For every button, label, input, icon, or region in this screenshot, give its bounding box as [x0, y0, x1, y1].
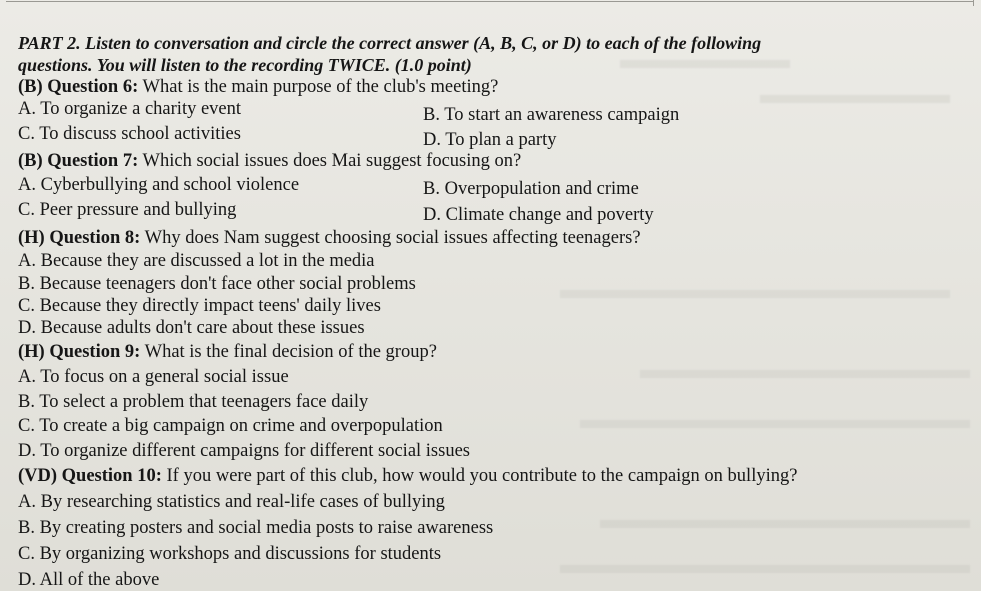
- bleed-through-shadow: [560, 290, 950, 298]
- question-10-tag: (VD) Question 10:: [18, 466, 162, 486]
- q10-option-d[interactable]: D. All of the above: [18, 570, 160, 590]
- question-7-tag: (B) Question 7:: [18, 151, 139, 171]
- bleed-through-shadow: [640, 370, 970, 378]
- question-6-text: What is the main purpose of the club's meeting?: [138, 77, 499, 97]
- question-8-tag: (H) Question 8:: [18, 228, 141, 248]
- top-rule-tick: [973, 0, 974, 6]
- part-header-line-2: questions. You will listen to the recording TWICE. (1.0 point): [18, 55, 472, 75]
- q9-option-b[interactable]: B. To select a problem that teenagers face daily: [18, 392, 369, 412]
- q7-option-c[interactable]: C. Peer pressure and bullying: [18, 200, 237, 220]
- part-header-line-1: PART 2. Listen to conversation and circle the correct answer (A, B, C, or D) to each of the following: [18, 33, 762, 53]
- q7-option-a[interactable]: A. Cyberbullying and school violence: [18, 175, 300, 195]
- q7-option-d[interactable]: D. Climate change and poverty: [423, 205, 654, 225]
- question-6: [18, 76, 498, 98]
- q8-option-c[interactable]: C. Because they directly impact teens' daily lives: [18, 296, 381, 316]
- question-9-tag: (H) Question 9:: [18, 342, 141, 362]
- q7-option-b[interactable]: B. Overpopulation and crime: [423, 179, 639, 199]
- bleed-through-shadow: [620, 60, 790, 68]
- q9-option-a[interactable]: A. To focus on a general social issue: [18, 367, 289, 387]
- q9-option-c[interactable]: C. To create a big campaign on crime and overpopulation: [18, 416, 443, 436]
- question-6-tag: (B) Question 6:: [18, 77, 139, 97]
- q8-option-b[interactable]: B. Because teenagers don't face other social problems: [18, 274, 416, 294]
- question-8: [18, 227, 641, 249]
- question-9-text: What is the final decision of the group?: [140, 342, 437, 362]
- q10-option-b[interactable]: B. By creating posters and social media posts to raise awareness: [18, 518, 494, 538]
- question-10: [18, 465, 797, 487]
- q6-option-a[interactable]: A. To organize a charity event: [18, 99, 242, 119]
- q8-option-d[interactable]: D. Because adults don't care about these issues: [18, 318, 365, 338]
- question-10-text: If you were part of this club, how would you contribute to the campaign on bullying?: [161, 466, 798, 486]
- q10-option-c[interactable]: C. By organizing workshops and discussions for students: [18, 544, 442, 564]
- question-7: [18, 150, 521, 172]
- q10-option-a[interactable]: A. By researching statistics and real-life cases of bullying: [18, 492, 445, 512]
- q9-option-d[interactable]: D. To organize different campaigns for different social issues: [18, 441, 470, 461]
- top-rule: [6, 1, 974, 2]
- q6-option-c[interactable]: C. To discuss school activities: [18, 124, 241, 144]
- q6-option-d[interactable]: D. To plan a party: [423, 130, 557, 150]
- bleed-through-shadow: [560, 565, 970, 573]
- question-8-text: Why does Nam suggest choosing social issues affecting teenagers?: [140, 228, 641, 248]
- bleed-through-shadow: [580, 420, 970, 428]
- q6-option-b[interactable]: B. To start an awareness campaign: [423, 105, 680, 125]
- question-9: [18, 341, 437, 363]
- bleed-through-shadow: [600, 520, 970, 528]
- bleed-through-shadow: [760, 95, 950, 103]
- question-7-text: Which social issues does Mai suggest focusing on?: [138, 151, 522, 171]
- q8-option-a[interactable]: A. Because they are discussed a lot in the media: [18, 251, 375, 271]
